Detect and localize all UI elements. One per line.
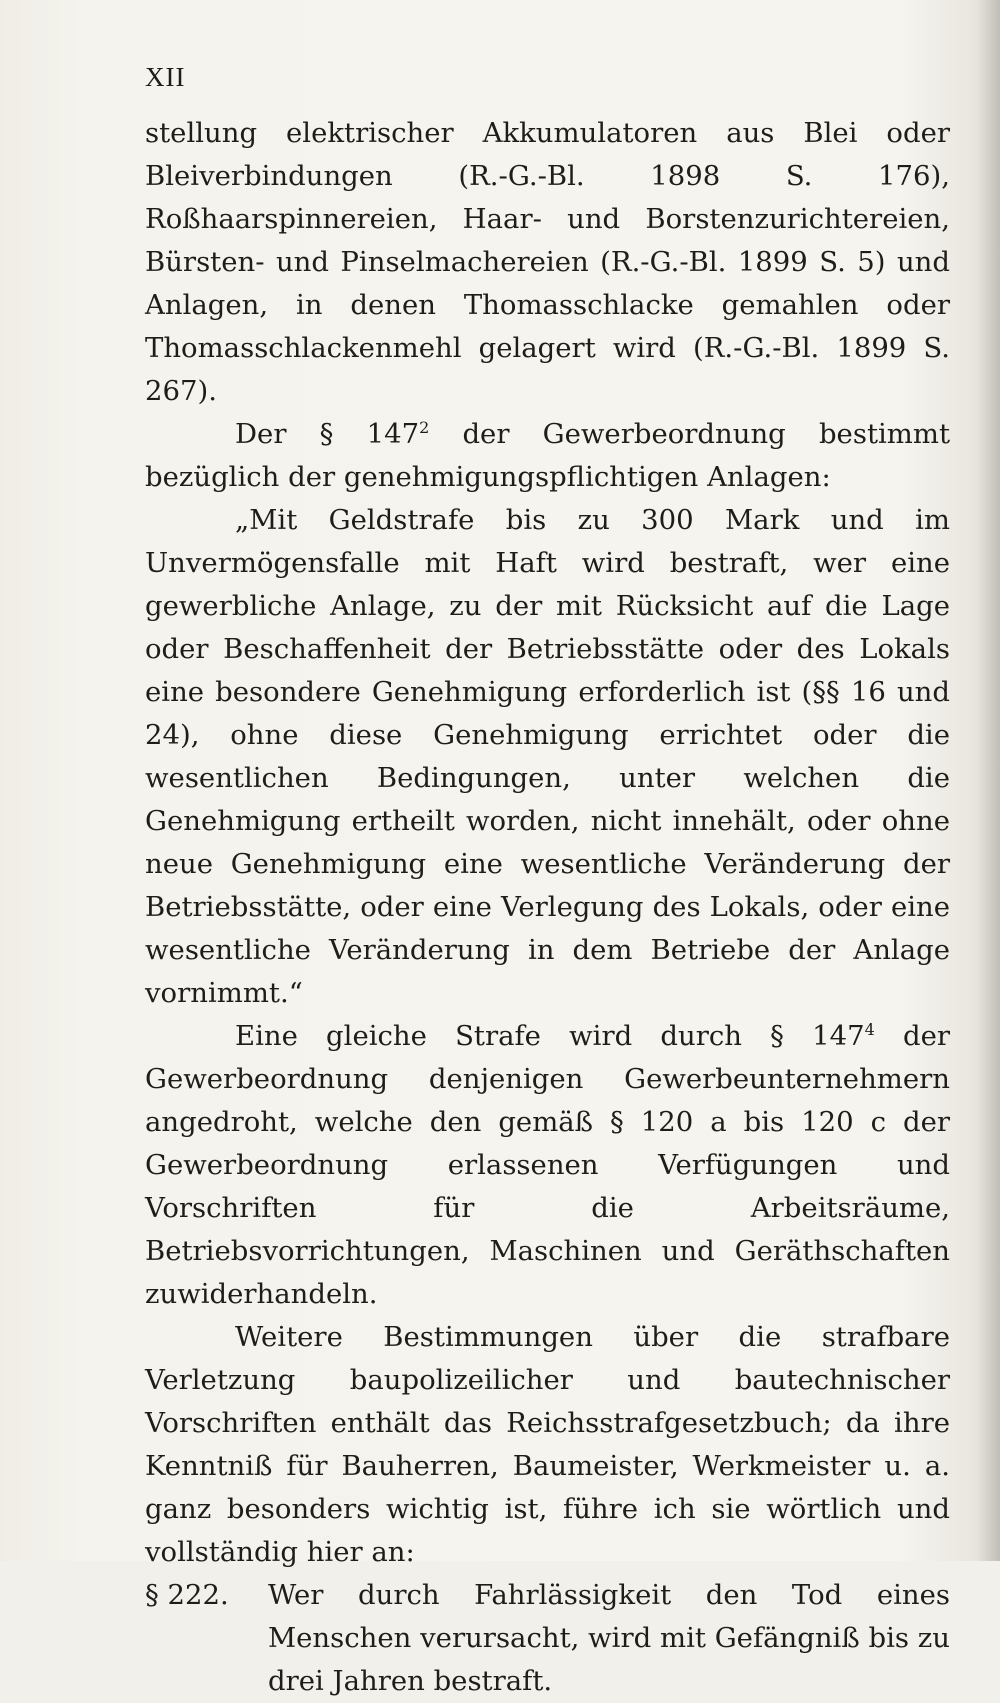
paragraph-weitere: Weitere Bestimmungen über die strafbare Verletzung baupolizeilicher und bautechnischer Vorschriften enthält das Reichsstrafgesetzbuch; da ihre Kenntniß für Bauherren, Baumeister, Werkmeister u. a. ganz besonders wichtig ist, führe ich sie wörtlich und vollständig hier an:	[145, 1321, 950, 1568]
page-number: XII	[145, 62, 186, 92]
paragraph-147-4-lead: Eine gleiche Strafe wird durch § 147	[235, 1020, 865, 1052]
page-body	[145, 112, 950, 1703]
paragraph-147-4	[145, 1015, 950, 1316]
paragraph-intro: stellung elektrischer Akkumulatoren aus Blei oder Bleiverbindungen (R.-G.-Bl. 1898 S. 176), Roßhaarspinnereien, Haar- und Borstenzurichtereien, Bürsten- und Pinselmachereien (R.-G.-Bl. 1899 S. 5) und Anlagen, in denen Thomasschlacke gemahlen oder Thomasschlackenmehl gelagert wird (R.-G.-Bl. 1899 S. 267).	[145, 117, 950, 407]
paragraph-147-4-rest: der Gewerbeordnung denjenigen Gewerbeunternehmern angedroht, welche den gemäß § 120 a bis 120 c der Gewerbeordnung erlassenen Verfügungen und Vorschriften für die Arbeitsräume, Betriebsvorrichtungen, Maschinen und Geräthschaften zuwiderhandeln.	[145, 1020, 950, 1310]
superscript-2: 2	[419, 417, 430, 437]
paragraph-147-2-rest: der Gewerbeordnung bestimmt bezüglich der genehmigungspflichtigen Anlagen:	[145, 418, 950, 493]
paragraph-147-2	[145, 413, 950, 499]
page-edge-shadow	[978, 0, 1000, 1561]
superscript-4: 4	[864, 1019, 875, 1039]
law-222	[145, 1574, 950, 1703]
paragraph-147-2-lead: Der § 147	[235, 418, 420, 450]
law-222-number: § 222.	[145, 1579, 229, 1611]
quoted-law-text: „Mit Geldstrafe bis zu 300 Mark und im Unvermögensfalle mit Haft wird bestraft, wer eine gewerbliche Anlage, zu der mit Rücksicht auf die Lage oder Beschaffenheit der Betriebsstätte oder des Lokals eine besondere Genehmigung erforderlich ist (§§ 16 und 24), ohne diese Genehmigung errichtet oder die wesentlichen Bedingungen, unter welchen die Genehmigung ertheilt worden, nicht innehält, oder ohne neue Genehmigung eine wesentliche Veränderung der Betriebsstätte, oder eine Verlegung des Lokals, oder eine wesentliche Veränderung in dem Betriebe der Anlage vornimmt.“	[145, 504, 950, 1009]
law-222-text: Wer durch Fahrlässigkeit den Tod eines Menschen verursacht, wird mit Gefängniß bis zu drei Jahren bestraft.	[268, 1579, 950, 1697]
